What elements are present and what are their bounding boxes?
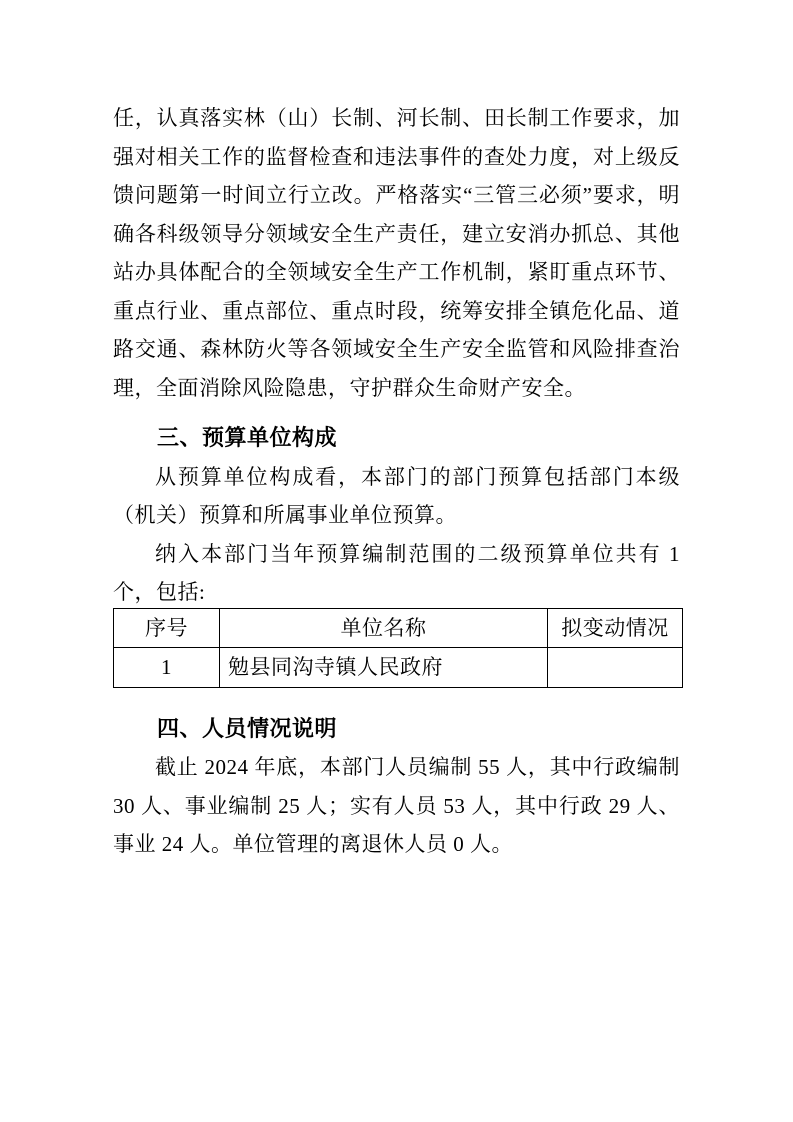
section-heading-budget-units: 三、预算单位构成 xyxy=(157,425,338,450)
table-header-serial-number: 序号 xyxy=(114,608,220,648)
table-cell-serial-number: 1 xyxy=(114,648,220,688)
table-row xyxy=(114,648,683,688)
budget-units-table xyxy=(113,608,683,688)
paragraph-personnel-detail: 截止 2024 年底，本部门人员编制 55 人，其中行政编制 30 人、事业编制 25 人；实有人员 53 人，其中行政 29 人、事业 24 人。单位管理的离退休人员 0 人。 xyxy=(113,755,680,856)
section-heading-personnel: 四、人员情况说明 xyxy=(157,715,338,741)
table-header-row xyxy=(114,608,683,648)
document-content xyxy=(113,99,680,864)
table-header-unit-name: 单位名称 xyxy=(220,608,548,648)
paragraph-safety-responsibilities-continuation: 任，认真落实林（山）长制、河长制、田长制工作要求，加强对相关工作的监督检查和违法事件的查处力度，对上级反馈问题第一时间立行立改。严格落实“三管三必须”要求，明确各科级领导分领域安全生产责任，建立安消办抓总、其他站办具体配合的全领域安全生产工作机制，紧盯重点环节、重点行业、重点部位、重点时段，统筹安排全镇危化品、道路交通、森林防火等各领域安全生产安全监管和风险排查治理，全面消除风险隐患，守护群众生命财产安全。 xyxy=(113,106,680,400)
table-cell-planned-change xyxy=(548,648,683,688)
table-cell-unit-name: 勉县同沟寺镇人民政府 xyxy=(220,648,548,688)
paragraph-budget-unit-count: 纳入本部门当年预算编制范围的二级预算单位共有 1 个，包括: xyxy=(113,541,680,604)
paragraph-budget-composition: 从预算单位构成看，本部门的部门预算包括部门本级（机关）预算和所属事业单位预算。 xyxy=(113,464,680,527)
table-header-planned-change: 拟变动情况 xyxy=(548,608,683,648)
